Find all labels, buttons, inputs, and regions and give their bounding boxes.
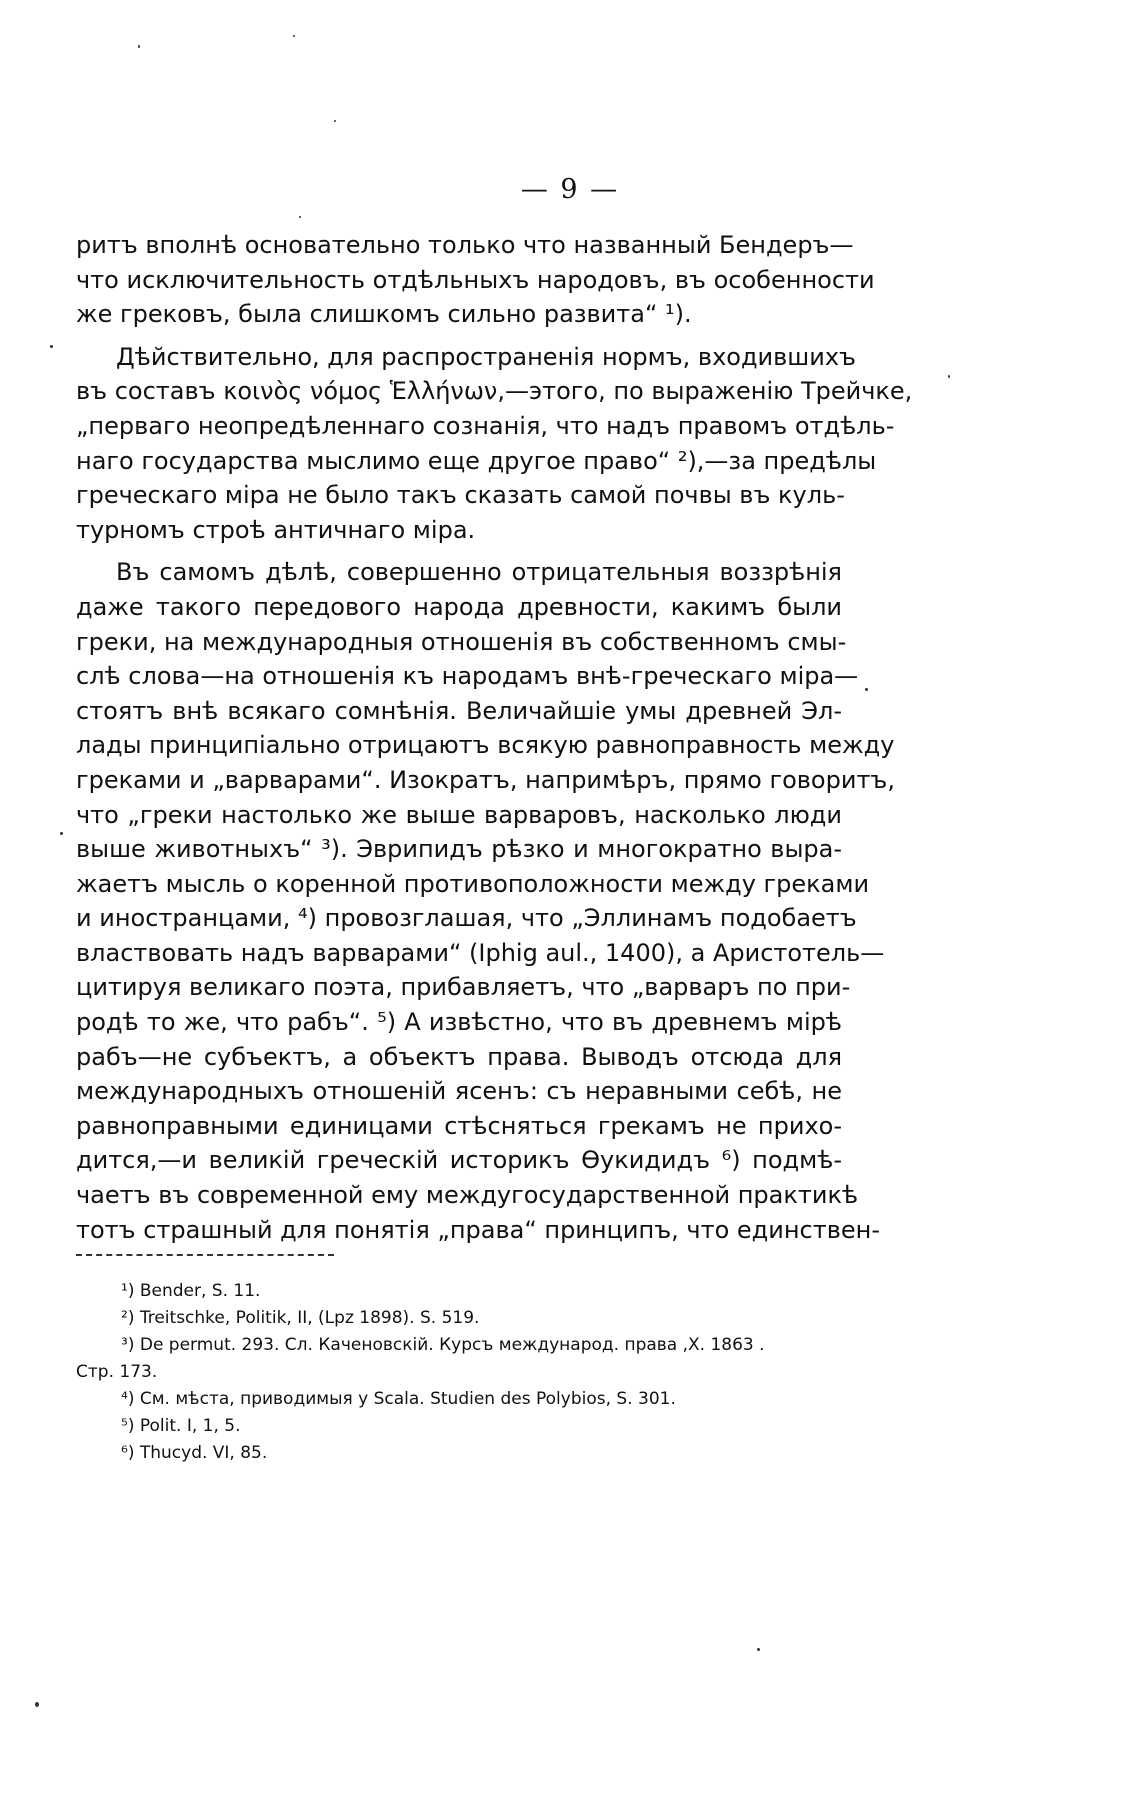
scan-speck	[948, 375, 950, 378]
text-line: международныхъ отношеній ясенъ: съ неравными себѣ, не	[76, 1077, 842, 1106]
footnote: ¹) Bender, S. 11.	[121, 1281, 261, 1301]
text-line: греческаго міра не было такъ сказать самой почвы въ куль-	[76, 481, 845, 510]
text-line: цитируя великаго поэта, прибавляетъ, что „варваръ по при-	[76, 973, 851, 1002]
footnote-continuation: Стр. 173.	[76, 1362, 158, 1382]
text-line: чаетъ въ современной ему междугосударственной практикѣ	[76, 1181, 859, 1210]
scan-speck	[35, 1702, 39, 1707]
scan-speck	[757, 1648, 760, 1651]
scan-speck	[334, 120, 336, 122]
text-line: что исключительность отдѣльныхъ народовъ, въ особенности	[76, 265, 875, 294]
footnote: ⁴) См. мѣста, приводимыя у Scala. Studien des Polybios, S. 301.	[121, 1389, 676, 1409]
text-line: стоятъ внѣ всякаго сомнѣнія. Величайшіе умы древней Эл-	[76, 696, 842, 725]
text-line: Въ самомъ дѣлѣ, совершенно отрицательныя воззрѣнія	[116, 558, 842, 587]
scan-speck	[60, 832, 63, 835]
text-line: лады принципіально отрицаютъ всякую равноправность между	[76, 731, 895, 760]
text-line: греками и „варварами“. Изократъ, напримѣръ, прямо говоритъ,	[76, 765, 896, 794]
text-line: дится,—и великій греческій историкъ Өукидидъ ⁶) подмѣ-	[76, 1146, 842, 1175]
scan-speck	[293, 35, 295, 37]
scan-speck	[299, 216, 301, 218]
page-number: — 9 —	[520, 174, 620, 205]
paragraph-gap	[76, 332, 842, 340]
text-line: и иностранцами, ⁴) провозглашая, что „Эллинамъ подобаетъ	[76, 904, 857, 933]
text-line: что „греки настолько же выше варваровъ, насколько люди	[76, 800, 842, 829]
footnote: ²) Treitschke, Politik, II, (Lpz 1898). S. 519.	[121, 1308, 480, 1328]
scan-speck	[865, 688, 868, 691]
text-line: „перваго неопредѣленнаго сознанія, что надъ правомъ отдѣль-	[76, 411, 895, 440]
footnote: ⁶) Thucyd. VI, 85.	[121, 1443, 268, 1463]
footnote: ³) De permut. 293. Сл. Каченовскій. Курсъ международ. права ,Х. 1863 .	[121, 1335, 765, 1355]
text-line: равноправными единицами стѣсняться грекамъ не прихо-	[76, 1111, 842, 1140]
main-text	[76, 228, 913, 1247]
text-line: турномъ строѣ античнаго міра.	[76, 515, 476, 544]
text-line: слѣ слова—на отношенія къ народамъ внѣ-греческаго міра—	[76, 662, 859, 691]
text-line: греки, на международныя отношенія въ собственномъ смы-	[76, 627, 847, 656]
text-line: тотъ страшный для понятія „права“ принципъ, что единствен-	[76, 1215, 880, 1244]
text-line: Дѣйствительно, для распространенія нормъ, входившихъ	[116, 342, 857, 371]
text-line: наго государства мыслимо еще другое право“ ²),—за предѣлы	[76, 446, 877, 475]
text-line: властвовать надъ варварами“ (Iphig aul., 1400), а Аристотель—	[76, 938, 885, 967]
text-line: даже такого передового народа древности, какимъ были	[76, 592, 842, 621]
paragraph-gap	[76, 547, 842, 555]
scan-speck	[50, 345, 53, 348]
text-line: жаетъ мысль о коренной противоположности между греками	[76, 869, 870, 898]
text-line: ритъ вполнѣ основательно только что названный Бендеръ—	[76, 231, 854, 259]
text-line: же грековъ, была слишкомъ сильно развита“ ¹).	[76, 300, 692, 329]
footnotes	[76, 1278, 836, 1467]
text-line: рабъ—не субъектъ, а объектъ права. Выводъ отсюда для	[76, 1042, 842, 1071]
text-line: выше животныхъ“ ³). Эврипидъ рѣзко и многократно выра-	[76, 835, 842, 864]
text-line: въ составъ κοινὸς νόμος Ἑλλήνων,—этого, по выраженію Трейчке,	[76, 377, 913, 406]
scan-speck	[138, 45, 140, 48]
footnote-divider	[76, 1254, 334, 1256]
text-line: родѣ то же, что рабъ“. ⁵) А извѣстно, что въ древнемъ мірѣ	[76, 1008, 842, 1037]
footnote: ⁵) Polit. I, 1, 5.	[121, 1416, 241, 1436]
